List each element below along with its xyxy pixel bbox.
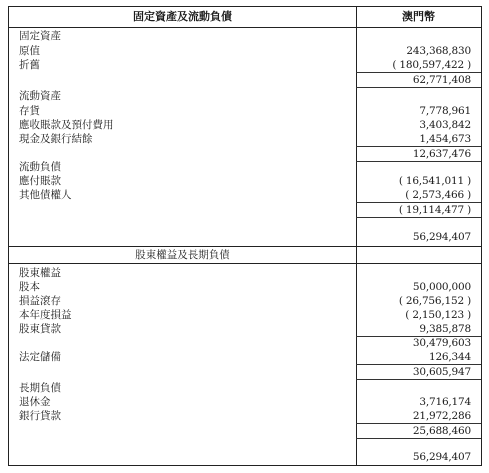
subtotal-rule xyxy=(356,217,481,218)
equity-liabilities-title: 股東權益及長期負債 xyxy=(135,249,230,261)
retained-earnings-label: 損益滾存 xyxy=(19,295,61,307)
current-liabilities-heading: 流動負債 xyxy=(19,161,61,173)
fixed-assets-heading: 固定資產 xyxy=(19,30,61,42)
long-term-liabilities-subtotal: 25,688,460 xyxy=(412,425,471,437)
other-creditors-label: 其他債權人 xyxy=(19,189,72,201)
description-column-header: 固定資產及流動負債 xyxy=(133,10,232,23)
long-term-liabilities-heading: 長期負債 xyxy=(19,382,61,394)
retained-earnings-value: ( 26,756,152 ) xyxy=(398,295,471,307)
subtotal-rule xyxy=(356,438,481,439)
legal-reserve-value: 126,344 xyxy=(428,351,471,363)
equity-subtotal-2: 30,605,947 xyxy=(412,366,471,378)
subtotal-rule xyxy=(356,87,481,88)
receivables-label: 應收賬款及預付費用 xyxy=(19,119,114,131)
bank-loans-label: 銀行貸款 xyxy=(19,410,61,422)
cost-label: 原值 xyxy=(19,45,40,57)
payables-label: 應付賬款 xyxy=(19,175,61,187)
total-net-assets: 56,294,407 xyxy=(412,231,471,243)
legal-reserve-label: 法定儲備 xyxy=(19,351,61,363)
fixed-assets-subtotal: 62,771,408 xyxy=(412,74,471,86)
section-divider xyxy=(9,263,481,264)
depreciation-label: 折舊 xyxy=(19,59,40,71)
cash-value: 1,454,673 xyxy=(419,133,471,145)
payables-value: ( 16,541,011 ) xyxy=(398,175,471,187)
shareholder-loan-value: 9,385,878 xyxy=(419,323,471,335)
current-year-value: ( 2,150,123 ) xyxy=(405,309,471,321)
pension-value: 3,716,174 xyxy=(419,396,471,408)
current-year-label: 本年度損益 xyxy=(19,309,72,321)
other-creditors-value: ( 2,573,466 ) xyxy=(405,189,471,201)
subtotal-rule xyxy=(356,379,481,380)
header-divider xyxy=(9,27,481,28)
shareholder-loan-label: 股東貸款 xyxy=(19,323,61,335)
current-liabilities-subtotal: ( 19,114,477 ) xyxy=(398,204,471,216)
current-assets-heading: 流動資產 xyxy=(19,90,61,102)
cash-label: 現金及銀行結餘 xyxy=(19,133,93,145)
share-capital-value: 50,000,000 xyxy=(412,281,471,293)
bank-loans-value: 21,972,286 xyxy=(412,410,471,422)
inventory-label: 存貨 xyxy=(19,105,40,117)
balance-sheet-table xyxy=(8,6,482,466)
cost-value: 243,368,830 xyxy=(406,45,471,57)
equity-subtotal: 30,479,603 xyxy=(412,337,471,349)
pension-label: 退休金 xyxy=(19,396,51,408)
amount-column-header: 澳門幣 xyxy=(402,10,435,23)
current-assets-subtotal: 12,637,476 xyxy=(412,148,471,160)
subtotal-rule xyxy=(356,161,481,162)
share-capital-label: 股本 xyxy=(19,281,40,293)
inventory-value: 7,778,961 xyxy=(419,105,471,117)
equity-heading: 股東權益 xyxy=(19,267,61,279)
depreciation-value: ( 180,597,422 ) xyxy=(392,59,471,71)
total-equity-liabilities: 56,294,407 xyxy=(412,451,471,463)
receivables-value: 3,403,842 xyxy=(419,119,471,131)
